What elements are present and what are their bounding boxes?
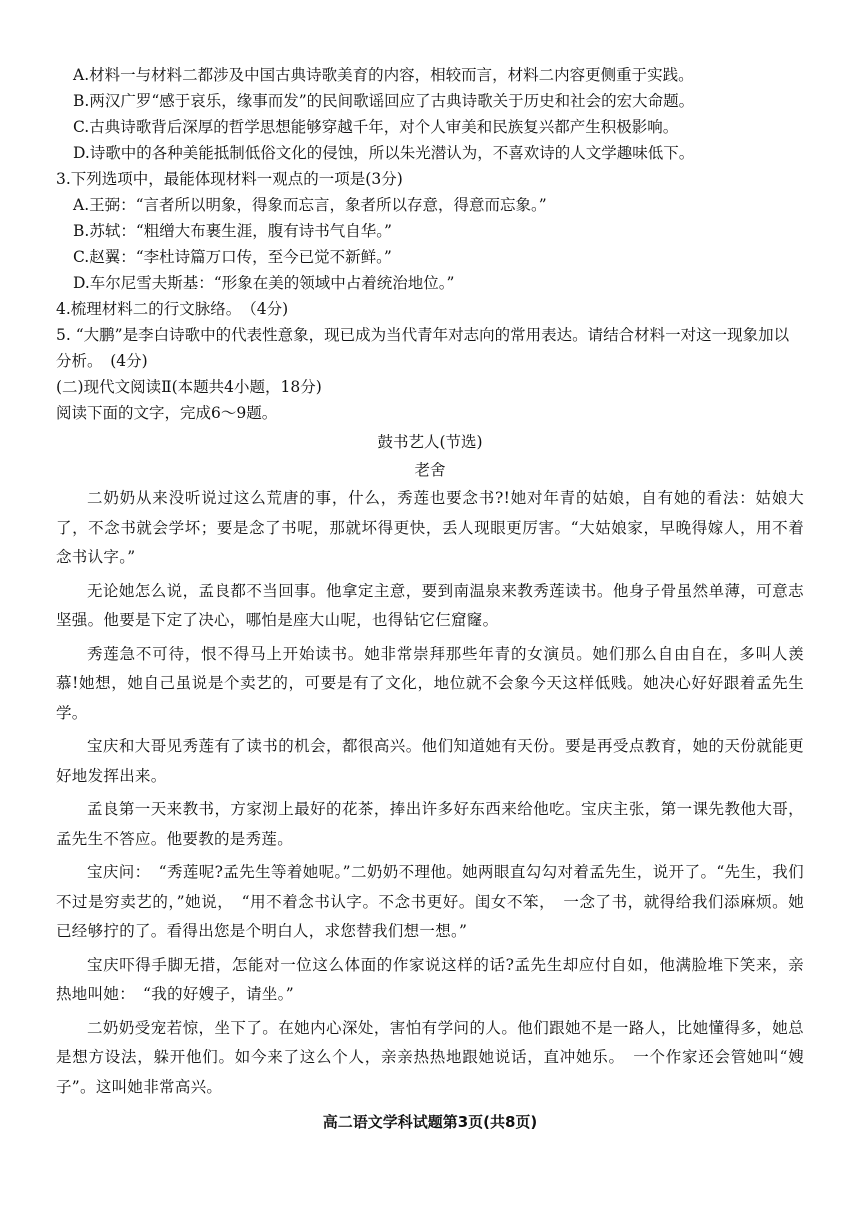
passage-paragraph: 孟良第一天来教书，方家沏上最好的花茶，捧出许多好东西来给他吃。宝庆主张，第一课先教他大哥，孟先生不答应。他要教的是秀莲。: [56, 800, 804, 848]
passage-author: 老舍: [414, 461, 446, 479]
question2-options: [56, 62, 804, 166]
question4: 4.梳理材料二的行文脉络。 （4分): [56, 300, 289, 318]
passage-paragraph: 宝庆吓得手脚无措，怎能对一位这么体面的作家说这样的话?孟先生却应付自如，他满脸堆下笑来，亲热地叫她： “我的好嫂子，请坐。”: [56, 955, 804, 1003]
question3-option-a: A.王弼：“言者所以明象，得象而忘言，象者所以存意，得意而忘象。”: [73, 196, 547, 214]
option-d: D.诗歌中的各种美能抵制低俗文化的侵蚀，所以朱光潜认为，不喜欢诗的人文学趣味低下。: [73, 144, 695, 162]
passage-body: [56, 484, 804, 1102]
section2-instruction: 阅读下面的文字，完成6～9题。: [56, 404, 278, 422]
question3-stem: 3.下列选项中，最能体现材料一观点的一项是(3分): [56, 170, 403, 188]
section2-heading: (二)现代文阅读Ⅱ(本题共4小题，18分): [56, 378, 322, 396]
passage-paragraph: 无论她怎么说，孟良都不当回事。他拿定主意，要到南温泉来教秀莲读书。他身子骨虽然单薄，可意志坚强。他要是下定了决心，哪怕是座大山呢，也得钻它仨窟窿。: [56, 581, 804, 629]
question3: [56, 166, 804, 296]
passage-paragraph: 秀莲急不可待，恨不得马上开始读书。她非常崇拜那些年青的女演员。她们那么自由自在，多叫人羡慕!她想，她自己虽说是个卖艺的，可要是有了文化，地位就不会象今天这样低贱。她决心好好跟着孟先生学。: [56, 644, 804, 722]
passage-paragraph: 二奶奶从来没听说过这么荒唐的事，什么，秀莲也要念书?!她对年青的姑娘，自有她的看法：姑娘大了，不念书就会学坏；要是念了书呢，那就坏得更快，丢人现眼更厉害。“大姑娘家，早晚得嫁人，用不着念书认字。”: [56, 489, 804, 566]
question5: 5. “大鹏”是李白诗歌中的代表性意象，现已成为当代青年对志向的常用表达。请结合材料一对这一现象加以分析。 (4分): [56, 326, 790, 370]
exam-page-content: [56, 62, 804, 1106]
passage-paragraph: 宝庆和大哥见秀莲有了读书的机会，都很高兴。他们知道她有天份。要是再受点教育，她的天份就能更好地发挥出来。: [56, 737, 804, 785]
passage-title: 鼓书艺人(节选): [377, 433, 483, 451]
option-a: A.材料一与材料二都涉及中国古典诗歌美育的内容，相较而言，材料二内容更侧重于实践。: [73, 66, 694, 84]
passage-paragraph: 二奶奶受宠若惊，坐下了。在她内心深处，害怕有学问的人。他们跟她不是一路人，比她懂得多，她总是想方设法，躲开他们。如今来了这么个人，亲亲热热地跟她说话，直冲她乐。 一个作家还会管她叫“嫂子”。这叫她非常高兴。: [56, 1018, 804, 1096]
question3-option-d: D.车尔尼雪夫斯基：“形象在美的领域中占着统治地位。”: [73, 274, 455, 292]
passage-paragraph: 宝庆问： “秀莲呢?孟先生等着她呢。”二奶奶不理他。她两眼直勾勾对着孟先生，说开了。“先生，我们不过是穷卖艺的，”她说， “用不着念书认字。不念书更好。闺女不笨， 一念了书，就得给我们添麻烦。她已经够拧的了。看得出您是个明白人，求您替我们想一想。”: [56, 863, 804, 940]
question3-option-c: C.赵翼：“李杜诗篇万口传，至今已觉不新鲜。”: [73, 248, 392, 266]
question3-option-b: B.苏轼：“粗缯大布裹生涯，腹有诗书气自华。”: [73, 222, 392, 240]
page-footer: 高二语文学科试题第3页(共8页): [322, 1113, 538, 1131]
option-c: C.古典诗歌背后深厚的哲学思想能够穿越千年，对个人审美和民族复兴都产生积极影响。: [73, 118, 679, 136]
option-b: B.两汉广罗“感于哀乐，缘事而发”的民间歌谣回应了古典诗歌关于历史和社会的宏大命题。: [73, 92, 695, 110]
